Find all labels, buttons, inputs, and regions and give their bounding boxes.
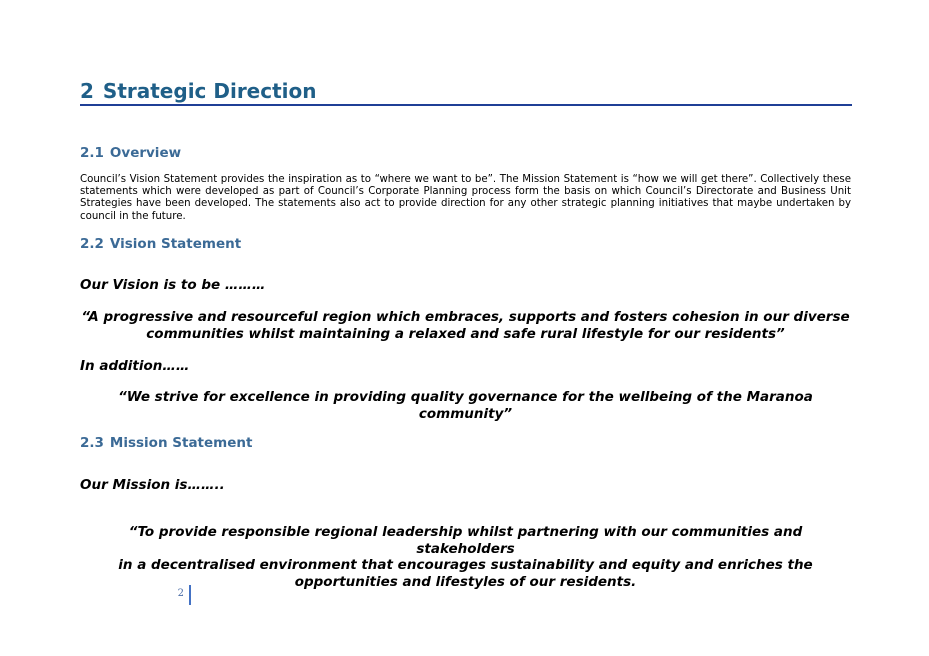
- mission-lead: Our Mission is……..: [80, 477, 225, 493]
- mission-quote-line: opportunities and lifestyles of our residents.: [294, 573, 637, 590]
- mission-quote: [80, 524, 851, 590]
- overview-title: Overview: [109, 145, 182, 161]
- section-title: Strategic Direction: [102, 79, 317, 103]
- section-heading: [80, 78, 852, 106]
- addition-quote: [80, 389, 851, 422]
- addition-lead: In addition……: [80, 358, 190, 374]
- overview-paragraph: Council’s Vision Statement provides the inspiration as to “where we want to be”. The Mission Statement is “how we will get there”. Collectively these statements which were developed as part of Council’s Corporate Planning process form the basis on which Council’s Directorate and Business Unit Strategies have been developed. The statements also act to provide direction for any other strategic planning initiatives that maybe undertaken by council in the future.: [80, 174, 851, 222]
- vision-number: 2.2: [80, 236, 104, 252]
- mission-quote-line: “To provide responsible regional leadership whilst partnering with our communities and stakeholders: [128, 524, 803, 557]
- vision-quote-line: communities whilst maintaining a relaxed and safe rural lifestyle for our residents”: [146, 325, 785, 342]
- overview-heading: [80, 144, 181, 162]
- page-number: [168, 585, 192, 605]
- mission-quote-line: in a decentralised environment that encourages sustainability and equity and enriches the: [118, 557, 813, 573]
- mission-title: Mission Statement: [109, 435, 253, 451]
- addition-quote-line: “We strive for excellence in providing quality governance for the wellbeing of the Maranoa: [118, 389, 813, 405]
- mission-number: 2.3: [80, 435, 104, 451]
- overview-number: 2.1: [80, 145, 104, 161]
- vision-heading: [80, 235, 241, 253]
- vision-quote-line: “A progressive and resourceful region which embraces, supports and fosters cohesion in our diverse: [81, 309, 850, 325]
- vision-quote: [80, 309, 851, 342]
- section-number: 2: [80, 79, 94, 103]
- vision-title: Vision Statement: [109, 236, 242, 252]
- page-number-bar: [189, 585, 191, 605]
- addition-quote-line: community”: [418, 405, 513, 422]
- page-number-digit: 2: [177, 588, 184, 599]
- vision-lead: Our Vision is to be ………: [80, 277, 266, 293]
- mission-heading: [80, 434, 252, 452]
